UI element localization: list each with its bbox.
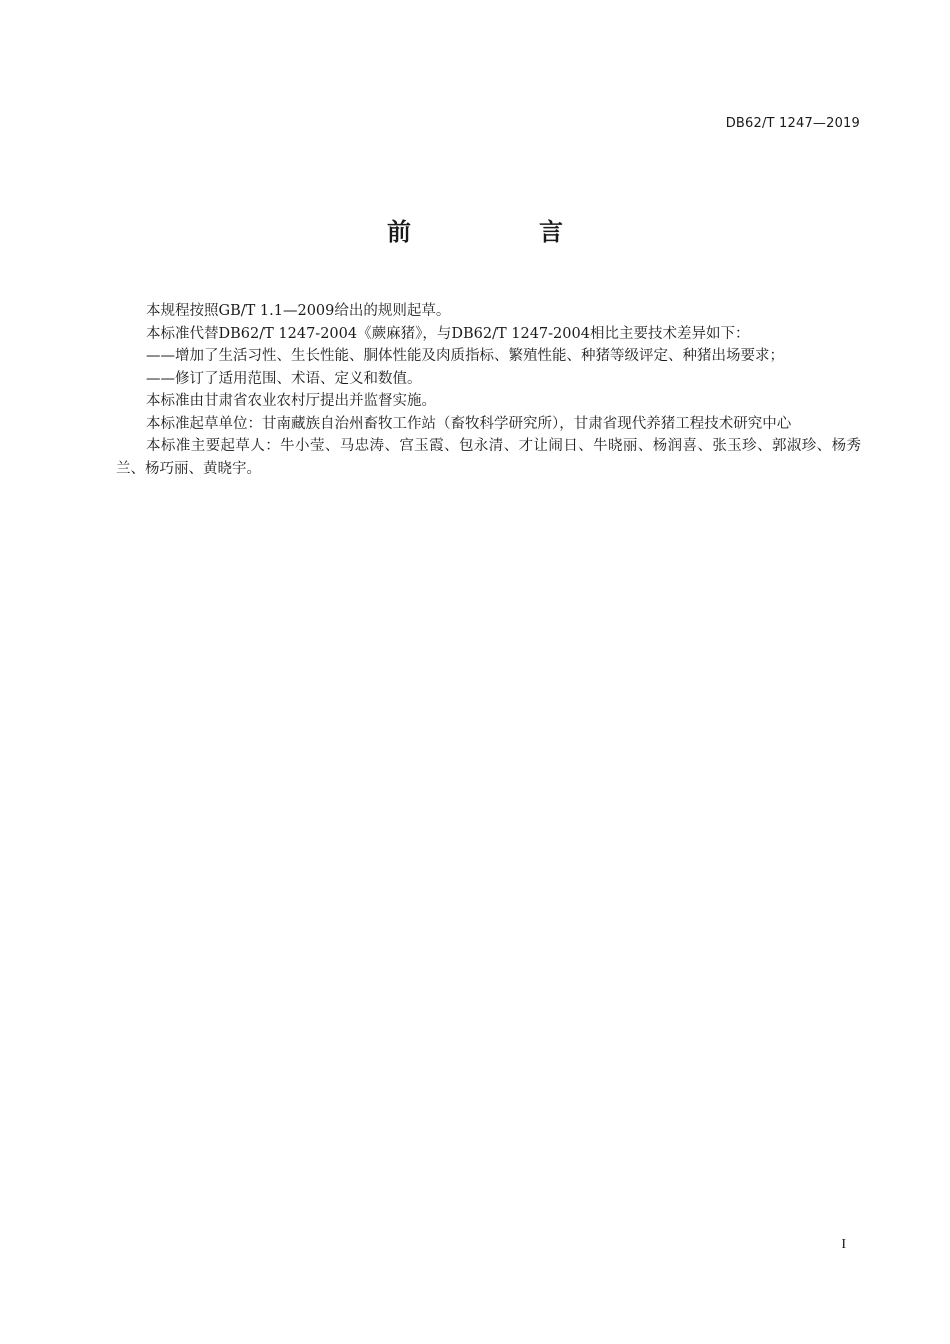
preface-body bbox=[116, 300, 861, 480]
paragraph-change-revised: ——修订了适用范围、术语、定义和数值。 bbox=[146, 370, 422, 387]
paragraph-drafters: 本标准主要起草人：牛小莹、马忠涛、宫玉霞、包永清、才让闹日、牛晓丽、杨润喜、张玉珍、郭淑珍、杨秀兰、杨巧丽、黄晓宇。 bbox=[116, 438, 861, 477]
page-title: 前 言 bbox=[387, 218, 615, 246]
document-code: DB62/T 1247—2019 bbox=[725, 116, 860, 131]
paragraph-change-added: ——增加了生活习性、生长性能、胴体性能及肉质指标、繁殖性能、种猪等级评定、种猪出场要求； bbox=[146, 348, 784, 364]
page-number: I bbox=[841, 1237, 846, 1252]
paragraph-drafting-rules: 本规程按照GB/T 1.1—2009给出的规则起草。 bbox=[146, 303, 451, 319]
paragraph-drafting-units: 本标准起草单位：甘南藏族自治州畜牧工作站（畜牧科学研究所），甘肃省现代养猪工程技术研究中心 bbox=[146, 415, 792, 432]
paragraph-proposer: 本标准由甘肃省农业农村厅提出并监督实施。 bbox=[146, 393, 436, 409]
paragraph-replacement: 本标准代替DB62/T 1247-2004《蕨麻猪》，与DB62/T 1247-2004相比主要技术差异如下： bbox=[146, 325, 750, 342]
